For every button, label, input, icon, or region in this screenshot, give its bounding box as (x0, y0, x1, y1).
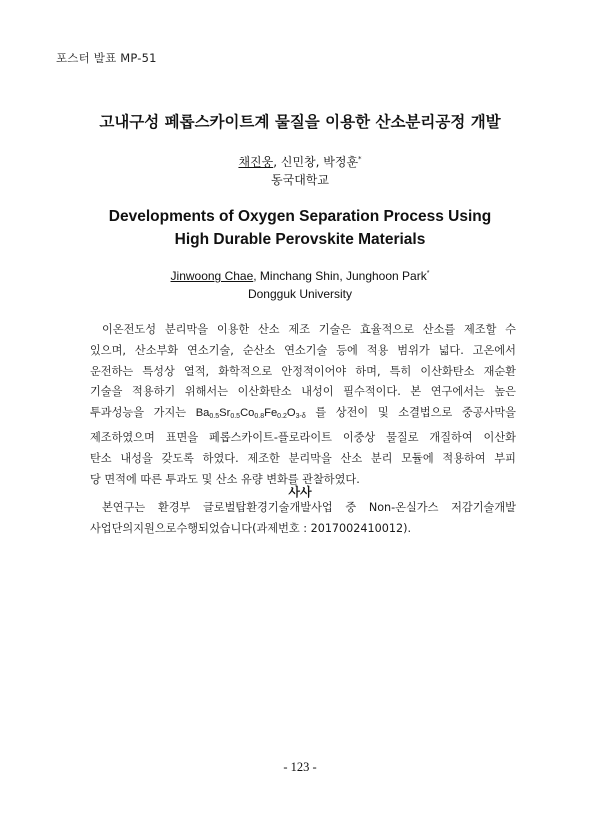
abstract-word: 특성상 (142, 364, 175, 378)
abstract-word: 개질하여 (429, 430, 473, 444)
abstract-word: 분리막을 (288, 451, 332, 465)
korean-title: 고내구성 페롭스카이트계 물질을 이용한 산소분리공정 개발 (99, 113, 501, 131)
abstract-word: 연구에서는 (430, 385, 485, 399)
abstract-line (90, 382, 516, 403)
abstract-line (90, 341, 516, 362)
english-coauthors: , Minchang Shin, Junghoon Park (253, 269, 427, 283)
abstract-word: 갖도록 (161, 451, 194, 465)
acknowledgement-word: 환경부 (157, 501, 191, 514)
abstract-word: 이산화 (483, 430, 516, 444)
abstract-word: 순산소 (242, 343, 276, 357)
abstract-word: 물질로 (386, 430, 419, 444)
abstract-line (90, 320, 516, 341)
abstract-line (90, 362, 516, 383)
abstract-word: 산소 (340, 451, 363, 465)
acknowledgement-body (90, 498, 516, 540)
abstract-word: 소결법으로 (398, 406, 453, 420)
abstract-word: 높은 (494, 385, 516, 399)
abstract-word: 이산화탄소 (237, 385, 292, 399)
acknowledgement-line: 사업단의지원으로수행되었습니다(과제번호 : 2017002410012). (90, 521, 412, 535)
abstract-word: 산소 (258, 323, 280, 336)
abstract-word: 가지는 (153, 406, 187, 420)
abstract-word: 내성을 (120, 451, 153, 465)
abstract-word: 를 (315, 406, 327, 420)
abstract-body (90, 320, 516, 490)
english-presenting-author: Jinwoong Chae (170, 269, 254, 283)
abstract-word: 적용 (366, 343, 389, 357)
english-title-line-2: High Durable Perovskite Materials (174, 231, 426, 248)
abstract-word: 특히 (389, 364, 412, 378)
abstract-word: 기술을 (90, 385, 123, 399)
abstract-line (90, 403, 516, 428)
abstract-word: 제조할 (463, 323, 497, 336)
korean-coauthors: , 신민창, 박정훈 (273, 155, 359, 169)
abstract-word: 투과성능을 (90, 406, 145, 420)
korean-presenting-author: 채진웅 (238, 155, 274, 169)
abstract-word: 운전하는 (90, 364, 134, 378)
abstract-word: 이용한 (216, 323, 250, 336)
abstract-line (90, 428, 516, 449)
abstract-word: 하며, (355, 364, 381, 378)
english-title-line-1: Developments of Oxygen Separation Process Using (108, 208, 492, 225)
abstract-word: 표면을 (165, 430, 199, 444)
abstract-word: 이중상 (342, 430, 376, 444)
acknowledgement-word: 본연구는 (102, 501, 146, 514)
abstract-word: 페롭스카이트-플로라이트 (209, 430, 332, 444)
abstract-word: 적용하기 (131, 385, 176, 399)
abstract-word: 제조한 (247, 451, 280, 465)
abstract-word: 연소기술 (284, 343, 328, 357)
english-affiliation: Dongguk University (247, 287, 353, 301)
korean-affiliation: 동국대학교 (271, 173, 329, 187)
abstract-word: 등에 (336, 343, 358, 357)
abstract-word: 열적, (183, 364, 210, 378)
acknowledgement-word: 저감기술개발 (451, 501, 516, 514)
acknowledgement-word: 중 (345, 501, 357, 514)
abstract-word: 고온에서 (472, 343, 516, 357)
abstract-word: 수 (505, 323, 516, 336)
abstract-word: 효율적으로 (359, 323, 415, 336)
abstract-word: 위해서는 (184, 385, 229, 399)
abstract-line (90, 449, 516, 470)
abstract-word: 넓다. (438, 343, 464, 357)
abstract-word: 이온전도성 (102, 323, 157, 336)
korean-corresponding-mark: * (358, 155, 362, 163)
abstract-word: 부피 (494, 451, 516, 465)
acknowledgement-word: Non-온실가스 (368, 501, 439, 514)
abstract-word: 산소를 (422, 323, 456, 336)
chemical-formula: $Ba_{0.5}Sr_{0.5}Co_{0.8}Fe_{0.2}O_{3-\delta}$ (195, 407, 306, 421)
abstract-word: 중공사막을 (461, 406, 516, 420)
abstract-word: 탄소 (90, 451, 112, 465)
abstract-word: 범위가 (397, 343, 430, 357)
abstract-word: 및 (377, 406, 389, 420)
abstract-word: 분리막을 (164, 323, 209, 336)
english-corresponding-mark: * (426, 270, 430, 277)
abstract-word: 하였다. (202, 451, 239, 465)
page-number: - 123 - (283, 760, 317, 774)
abstract-word: 제조 (288, 323, 311, 336)
abstract-word: 본 (410, 385, 422, 399)
abstract-word: 화학적으로 (218, 364, 273, 378)
abstract-word: 당 면적에 따른 투과도 및 산소 유량 변화를 관찰하였다. (90, 472, 360, 486)
session-label: 포스터 발표 MP-51 (56, 51, 157, 65)
abstract-word: 안정적이어야 (281, 364, 347, 378)
abstract-word: 필수적이다. (343, 385, 401, 399)
korean-authors (0, 153, 600, 170)
abstract-word: 내성이 (301, 385, 334, 399)
abstract-word: 산소부화 (134, 343, 179, 357)
abstract-word: 적용하여 (442, 451, 486, 465)
english-title (0, 205, 600, 251)
acknowledgement-word: 글로벌탑환경기술개발사업 (203, 501, 333, 514)
english-authors (0, 269, 600, 283)
abstract-word: 있으며, (90, 343, 126, 357)
abstract-word: 분리 (370, 451, 393, 465)
acknowledgement-line (90, 498, 516, 519)
acknowledgement-heading: 사사 (288, 485, 312, 499)
abstract-word: 이산화탄소 (420, 364, 475, 378)
abstract-word: 연소기술, (187, 343, 234, 357)
abstract-word: 기술은 (318, 323, 352, 336)
abstract-word: 모듈에 (401, 451, 434, 465)
abstract-word: 상전이 (335, 406, 369, 420)
abstract-word: 재순환 (483, 364, 516, 378)
abstract-word: 제조하였으며 (90, 430, 155, 444)
